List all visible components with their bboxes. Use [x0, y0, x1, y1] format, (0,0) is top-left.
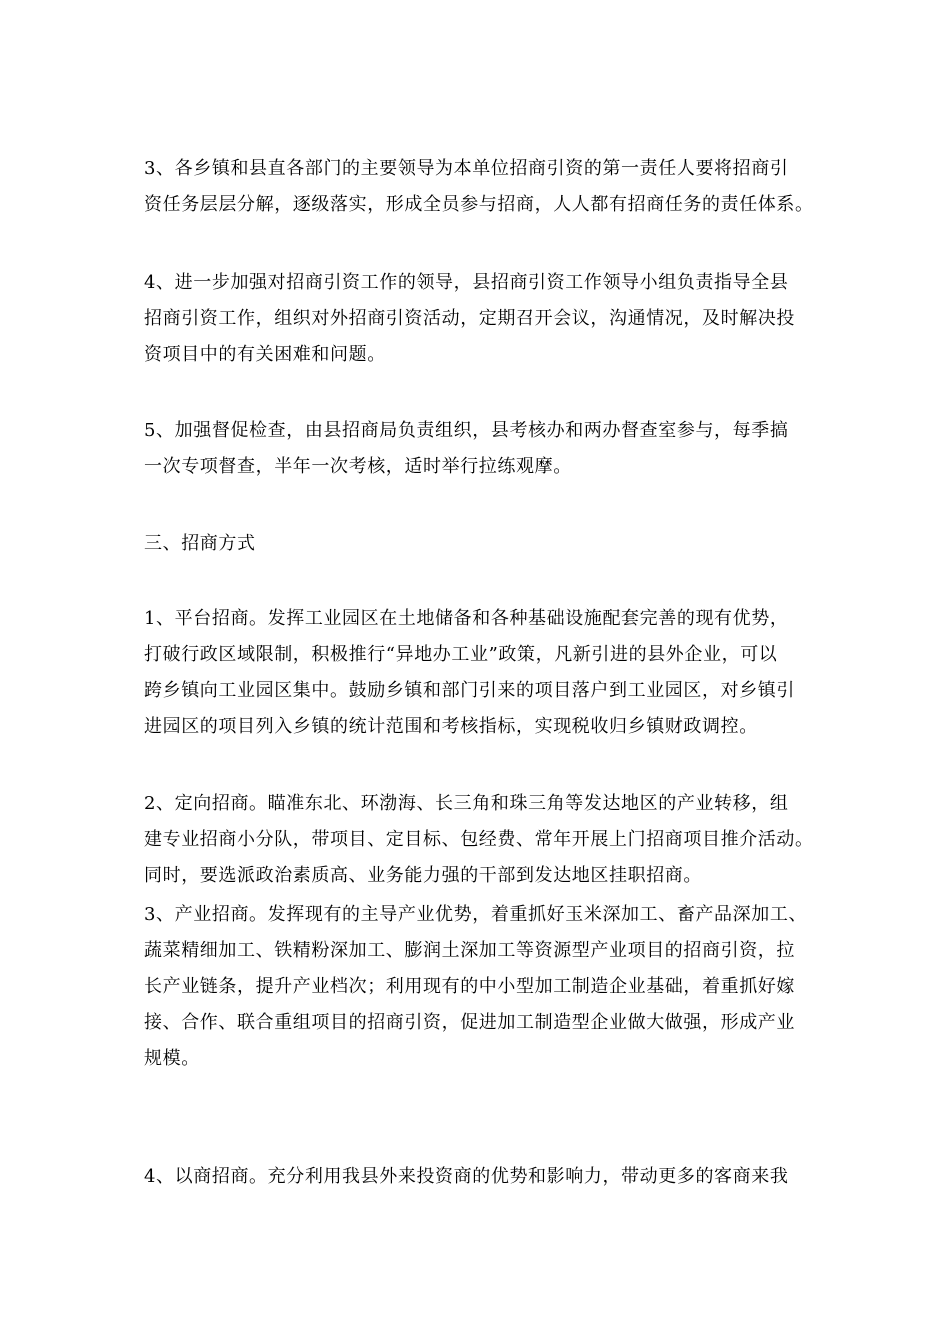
text-line: 接、合作、联合重组项目的招商引资，促进加工制造型企业做大做强，形成产业	[144, 1012, 795, 1033]
text-line: 招商引资工作，组织对外招商引资活动，定期召开会议，沟通情况，及时解决投	[144, 308, 795, 329]
text-line: 4、以商招商。充分利用我县外来投资商的优势和影响力，带动更多的客商来我	[144, 1166, 789, 1187]
paragraph-platform-investment	[144, 601, 809, 745]
text-line: 进园区的项目列入乡镇的统计范围和考核指标，实现税收归乡镇财政调控。	[144, 716, 758, 737]
paragraph-industry-investment	[144, 897, 809, 1077]
text-line: 打破行政区域限制，积极推行“异地办工业”政策，凡新引进的县外企业，可以	[144, 644, 778, 665]
text-line: 一次专项督查，半年一次考核，适时举行拉练观摩。	[144, 456, 572, 477]
text-line: 建专业招商小分队，带项目、定目标、包经费、常年开展上门招商项目推介活动。	[144, 829, 814, 850]
paragraph-supervision	[144, 413, 809, 485]
text-line: 长产业链条，提升产业档次；利用现有的中小型加工制造企业基础，着重抓好嫁	[144, 976, 795, 997]
paragraph-leadership-responsibility	[144, 151, 814, 223]
text-line: 3、产业招商。发挥现有的主导产业优势，着重抓好玉米深加工、畜产品深加工、	[144, 904, 808, 925]
paragraph-business-referral-investment	[144, 1159, 809, 1195]
text-line: 跨乡镇向工业园区集中。鼓励乡镇和部门引来的项目落户到工业园区，对乡镇引	[144, 680, 795, 701]
text-line: 4、进一步加强对招商引资工作的领导，县招商引资工作领导小组负责指导全县	[144, 272, 789, 293]
text-line: 规模。	[144, 1048, 200, 1069]
text-line: 1、平台招商。发挥工业园区在土地储备和各种基础设施配套完善的现有优势，	[144, 608, 789, 629]
section-heading-investment-methods	[144, 526, 809, 562]
text-line: 资项目中的有关困难和问题。	[144, 344, 386, 365]
text-line: 资任务层层分解，逐级落实，形成全员参与招商，人人都有招商任务的责任体系。	[144, 194, 814, 215]
paragraph-targeted-investment	[144, 786, 814, 894]
text-line: 蔬菜精细加工、铁精粉深加工、膨润土深加工等资源型产业项目的招商引资，拉	[144, 940, 795, 961]
text-line: 3、各乡镇和县直各部门的主要领导为本单位招商引资的第一责任人要将招商引	[144, 158, 789, 179]
text-line: 2、定向招商。瞄准东北、环渤海、长三角和珠三角等发达地区的产业转移，组	[144, 793, 789, 814]
paragraph-strengthen-leadership	[144, 265, 809, 373]
text-line: 5、加强督促检查，由县招商局负责组织，县考核办和两办督查室参与，每季搞	[144, 420, 789, 441]
section-heading: 三、招商方式	[144, 533, 256, 554]
text-line: 同时，要选派政治素质高、业务能力强的干部到发达地区挂职招商。	[144, 865, 702, 886]
